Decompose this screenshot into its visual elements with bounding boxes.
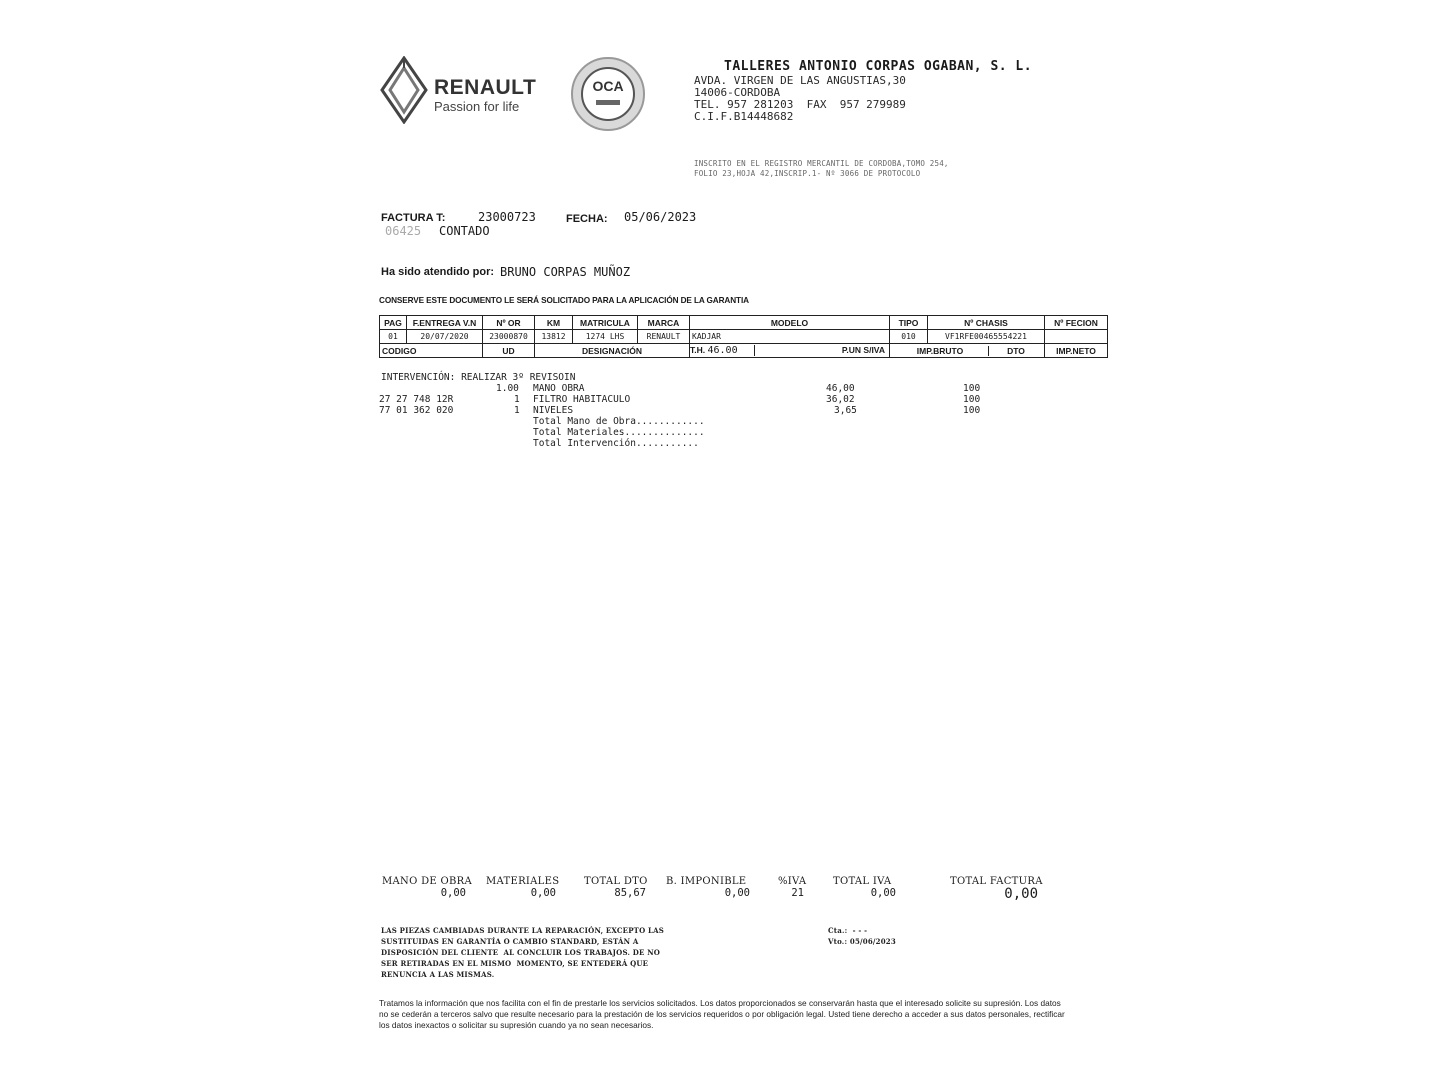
cell-entrega: 20/07/2020 <box>407 330 483 344</box>
item-dto: 100 <box>963 394 981 405</box>
item-designacion: NIVELES <box>533 405 574 416</box>
cell-marca: RENAULT <box>638 330 690 344</box>
item-ud: 1 <box>514 394 520 405</box>
base-imponible: 0,00 <box>724 887 750 899</box>
item-designacion: MANO OBRA <box>533 383 585 394</box>
th-label: T.H. <box>690 345 706 355</box>
privacy-notice: Tratamos la información que nos facilita con el fin de prestarle los servicios solicitados. Los datos proporcionados se conservarán hasta que el interesado solicite su supresión. Los datos no se cederán a terceros salvo que resulte necesario para la prestación de los servicios requeridos o por obligación legal. Usted tiene derecho a acceder a sus datos personales, rectificar los datos inexactos o solicitar su supresión cuando ya no sean necesarios. <box>379 998 1065 1030</box>
cell-chasis: VF1RFE00465554221 <box>928 330 1045 344</box>
cell-fecion <box>1045 330 1108 344</box>
iva-pct: 21 <box>791 887 804 899</box>
vehicle-table <box>379 315 1108 358</box>
col-entrega: F.ENTREGA V.N <box>407 316 483 330</box>
col-pag: PAG <box>380 316 407 330</box>
item-dto: 100 <box>963 383 981 394</box>
col-chasis: Nº CHASIS <box>928 316 1045 330</box>
item-dto: 100 <box>963 405 981 416</box>
factura-number: 23000723 <box>478 210 536 224</box>
col-codigo: CODIGO <box>380 344 483 358</box>
total-factura: 0,00 <box>1004 886 1038 902</box>
piezas-note-4: SER RETIRADAS EN EL MISMO MOMENTO, SE ENTEDERÁ QUE <box>381 959 649 968</box>
item-ud: 1 <box>514 405 520 416</box>
renault-wordmark: RENAULT <box>434 76 537 99</box>
oca-seal-word: OCA <box>592 78 624 94</box>
total-factura-label: TOTAL FACTURA <box>950 876 1043 887</box>
col-matricula: MATRICULA <box>573 316 638 330</box>
total-iva: 0,00 <box>870 887 896 899</box>
col-km: KM <box>535 316 573 330</box>
item-precio: 46,00 <box>826 383 855 394</box>
cell-km: 13812 <box>535 330 573 344</box>
piezas-note-1: LAS PIEZAS CAMBIADAS DURANTE LA REPARACIÓN, EXCEPTO LAS <box>381 926 665 935</box>
vehicle-table-row <box>380 330 1108 344</box>
item-codigo: 77 01 362 020 <box>379 405 454 416</box>
factura-label: FACTURA T: <box>381 212 446 224</box>
cell-tipo: 010 <box>890 330 928 344</box>
th-value: 46.00 <box>707 345 738 356</box>
piezas-note-2: SUSTITUIDAS EN GARANTÍA O CAMBIO STANDARD, ESTÁN A <box>381 937 639 946</box>
company-cif: C.I.F.B14448682 <box>694 110 794 123</box>
total-mano-obra-label: MANO DE OBRA <box>382 876 472 887</box>
cta-line: Cta.: - - - <box>828 926 868 935</box>
cell-matricula: 1274 LHS <box>573 330 638 344</box>
base-imponible-label: B. IMPONIBLE <box>666 876 747 887</box>
piezas-note-3: DISPOSICIÓN DEL CLIENTE AL CONCLUIR LOS TRABAJOS. DE NO <box>381 948 661 957</box>
col-marca: MARCA <box>638 316 690 330</box>
oca-seal <box>566 56 656 146</box>
item-precio: 3,65 <box>834 405 857 416</box>
col-designacion: DESIGNACIÓN <box>535 344 690 358</box>
subtotal-intervencion: Total Intervención........... <box>533 438 699 449</box>
subtotal-mano-obra: Total Mano de Obra............ <box>533 416 705 427</box>
col-ud: UD <box>483 344 535 358</box>
payment-method: CONTADO <box>439 224 490 238</box>
iva-pct-label: %IVA <box>778 876 807 887</box>
fecha-label: FECHA: <box>566 213 608 225</box>
cell-modelo: KADJAR <box>690 330 890 344</box>
cell-nor: 23000870 <box>483 330 535 344</box>
col-fecion: Nº FECION <box>1045 316 1108 330</box>
registry-line-1: INSCRITO EN EL REGISTRO MERCANTIL DE CORDOBA,TOMO 254, <box>694 159 949 168</box>
subtotal-materiales: Total Materiales.............. <box>533 427 705 438</box>
fecha-value: 05/06/2023 <box>624 210 697 224</box>
client-code: 06425 <box>385 224 422 238</box>
col-neto: IMP.NETO <box>1045 344 1108 358</box>
total-materiales-label: MATERIALES <box>486 876 560 887</box>
renault-tagline: Passion for life <box>434 99 520 114</box>
item-ud: 1.00 <box>496 383 519 394</box>
company-name: TALLERES ANTONIO CORPAS OGABAN, S. L. <box>724 59 1033 74</box>
renault-logo <box>380 56 540 124</box>
dto-label: DTO <box>1007 345 1025 356</box>
renault-diamond-icon <box>380 56 428 124</box>
bruto-label: IMP.BRUTO <box>892 346 989 356</box>
company-phone: TEL. 957 281203 FAX 957 279989 <box>694 98 906 111</box>
oca-seal-icon <box>566 56 656 136</box>
intervention-title: INTERVENCIÓN: REALIZAR 3º REVISOIN <box>381 372 576 383</box>
registry-line-2: FOLIO 23,HOJA 42,INSCRIP.1- Nº 3066 DE PROTOCOLO <box>694 169 921 178</box>
warranty-note: CONSERVE ESTE DOCUMENTO LE SERÁ SOLICITADO PARA LA APLICACIÓN DE LA GARANTIA <box>379 296 749 305</box>
company-city: 14006-CORDOBA <box>694 86 781 99</box>
col-modelo: MODELO <box>690 316 890 330</box>
th-box <box>690 345 755 356</box>
total-dto-label: TOTAL DTO <box>584 876 648 887</box>
item-codigo: 27 27 748 12R <box>379 394 454 405</box>
total-iva-label: TOTAL IVA <box>833 876 892 887</box>
total-mano-obra: 0,00 <box>440 887 466 899</box>
col-th-pun <box>690 344 890 358</box>
cell-pag: 01 <box>380 330 407 344</box>
item-designacion: FILTRO HABITACULO <box>533 394 631 405</box>
attended-by: BRUNO CORPAS MUÑOZ <box>500 265 631 279</box>
vto-line: Vto.: 05/06/2023 <box>828 937 896 946</box>
pun-label: P.UN S/IVA <box>841 345 885 355</box>
item-precio: 36,02 <box>826 394 855 405</box>
attended-label: Ha sido atendido por: <box>381 266 495 278</box>
total-dto: 85,67 <box>614 887 646 899</box>
col-tipo: TIPO <box>890 316 928 330</box>
line-items-header <box>380 344 1108 358</box>
col-bruto-dto <box>890 344 1045 358</box>
vehicle-table-header <box>380 316 1108 330</box>
piezas-note-5: RENUNCIA A LAS MISMAS. <box>381 970 495 979</box>
company-address: AVDA. VIRGEN DE LAS ANGUSTIAS,30 <box>694 74 906 87</box>
total-materiales: 0,00 <box>530 887 556 899</box>
col-nor: Nº OR <box>483 316 535 330</box>
